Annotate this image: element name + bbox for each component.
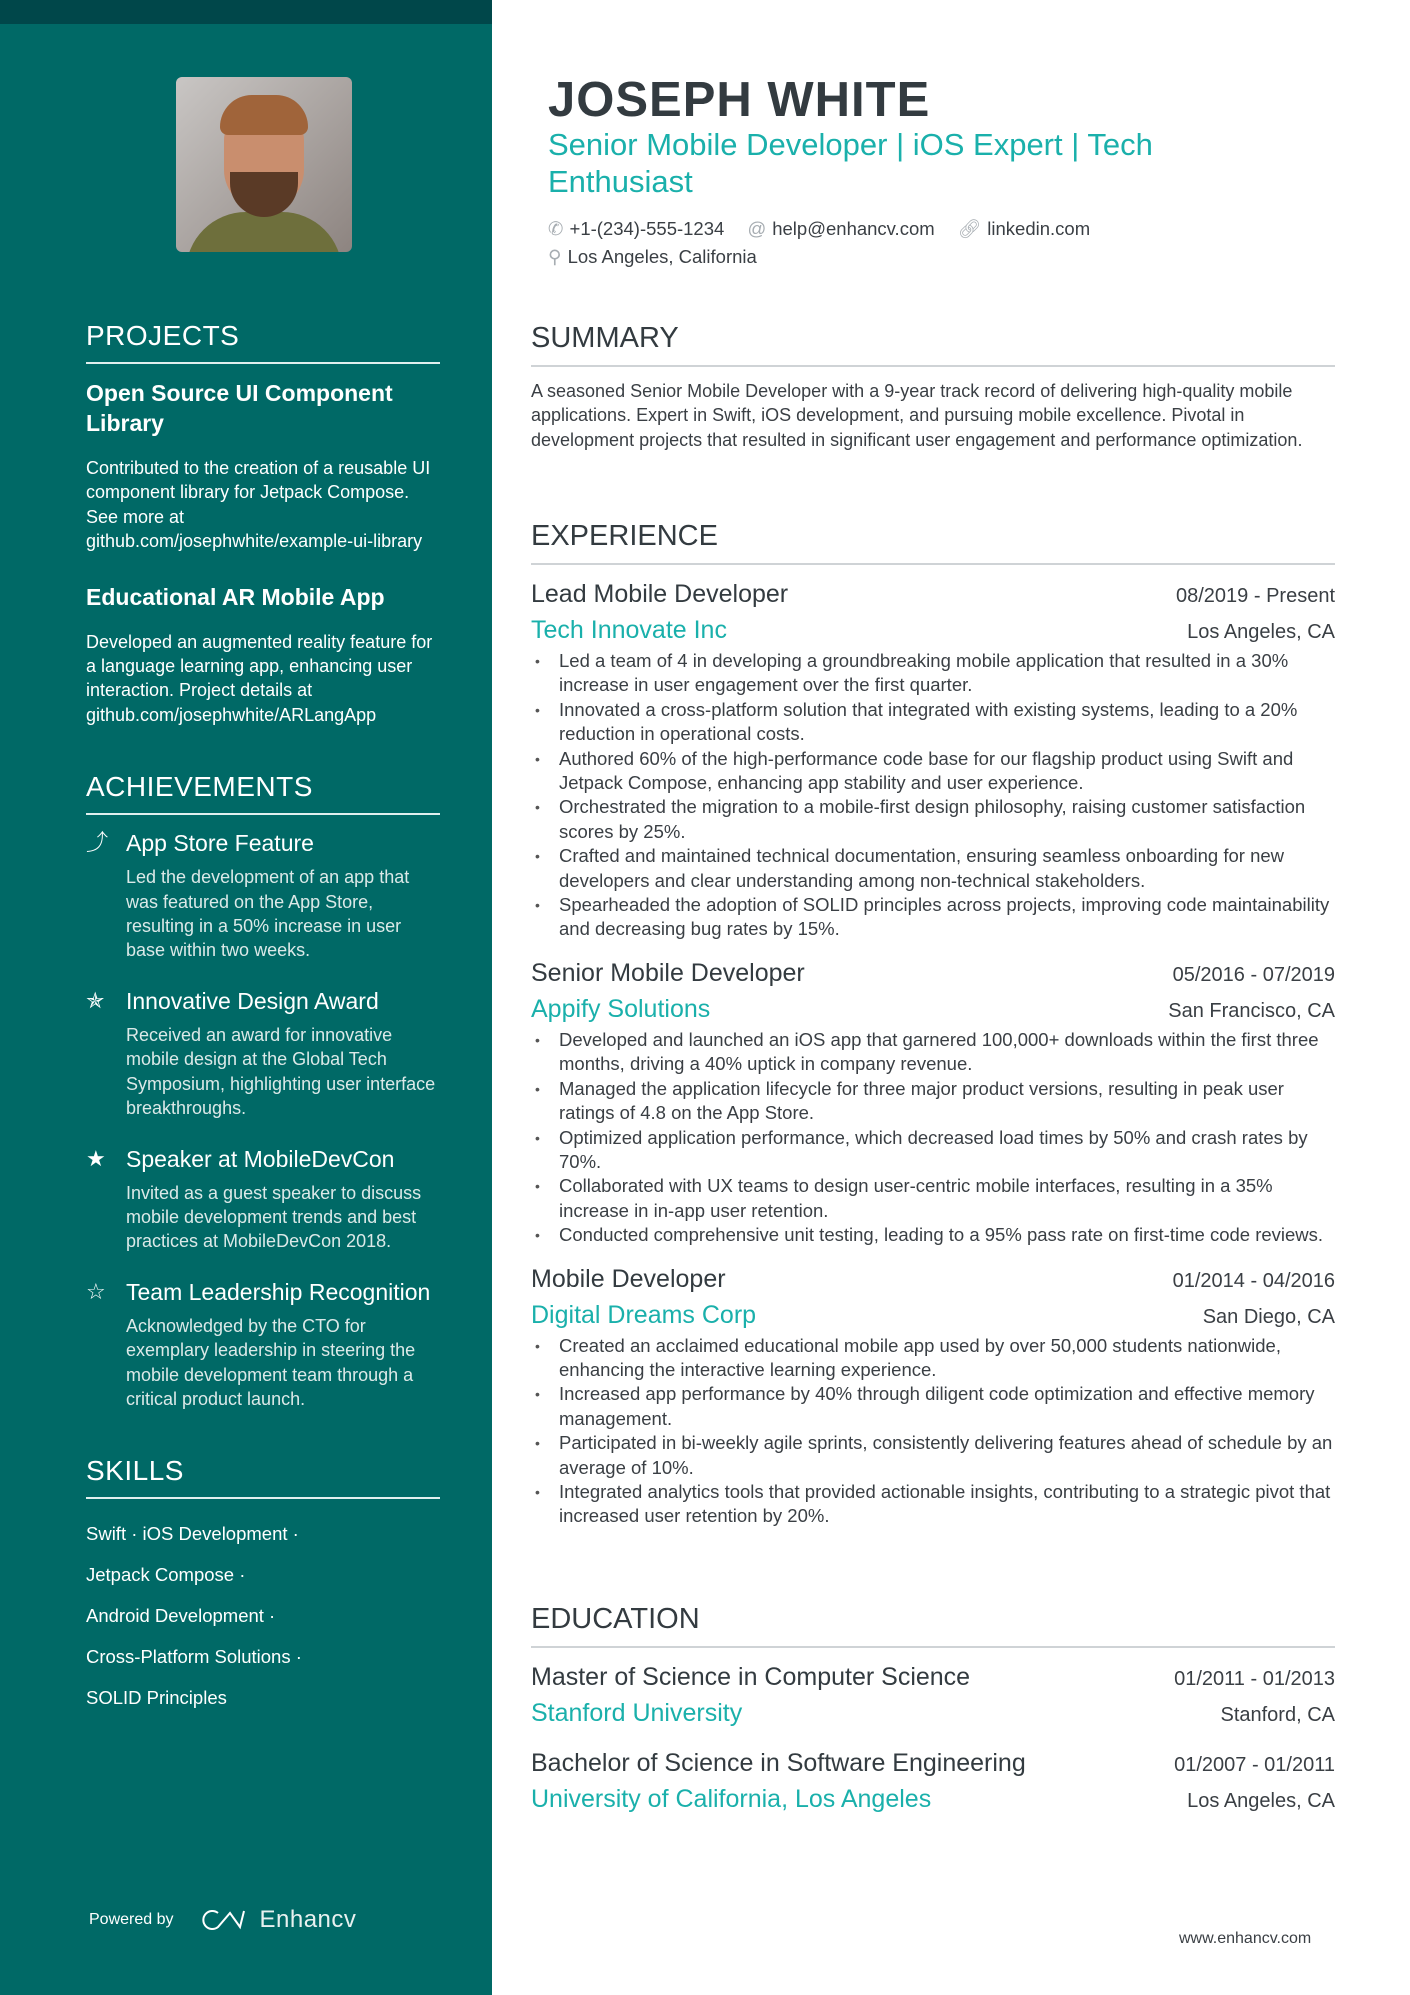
bullet-item: • Integrated analytics tools that provided actionable insights, contributing to a strategic pivot that increased user retention by 20%. [531,1480,1335,1529]
experience-section [531,520,1335,1543]
company-name: Tech Innovate Inc [531,616,727,644]
edu-dates: 01/2007 - 01/2011 [1174,1754,1335,1776]
project-title: Educational AR Mobile App [86,583,385,610]
bullet-item: • Spearheaded the adoption of SOLID principles across projects, improving code maintainability and decreasing bug rates by 15%. [531,893,1335,942]
degree: Bachelor of Science in Software Engineering [531,1749,1026,1777]
email-contact[interactable] [747,218,934,239]
job-entry [531,956,1335,1248]
strategy-icon: ⤴ [86,830,109,856]
achievement-desc: Led the development of an app that was featured on the App Store, resulting in a 50% increase in user base within two weeks. [126,867,410,961]
summary-text: A seasoned Senior Mobile Developer with a 9-year track record of delivering high-quality mobile applications. Expert in Swift, iOS development, and pursuing mobile excellence. Pivotal in development projects that resulted in significant user engagement and performance optimization. [531,381,1303,450]
achievement-title: App Store Feature [126,830,314,857]
achievement-title: Team Leadership Recognition [126,1278,431,1305]
degree: Master of Science in Computer Science [531,1663,971,1691]
profile-photo [176,77,352,252]
achievement-item [86,987,440,1121]
education-entry [531,1660,1335,1732]
sidebar [0,0,492,1995]
project-title: Open Source UI Component Library [86,380,393,436]
skills-heading: SKILLS [86,1455,440,1499]
education-entry [531,1746,1335,1818]
bullet-item: • Increased app performance by 40% through diligent code optimization and effective memory management. [531,1382,1335,1431]
experience-heading: EXPERIENCE [531,520,1335,565]
at-icon: @ [747,218,767,239]
achievement-item [86,1145,440,1254]
edu-location: Stanford, CA [1220,1704,1335,1726]
achievement-title: Innovative Design Award [126,987,379,1014]
achievement-item [86,829,440,963]
contact-info [548,215,1108,271]
job-title: Mobile Developer [531,1264,726,1293]
achievement-desc: Received an award for innovative mobile design at the Global Tech Symposium, highlighting user interface breakthroughs. [126,1024,436,1119]
location-pin-icon: ⚲ [548,246,562,267]
bullet-item: • Managed the application lifecycle for three major product versions, resulting in peak user ratings of 4.8 on the App Store. [531,1077,1335,1126]
skill-item: Cross-Platform Solutions · [86,1646,302,1668]
enhancv-logo[interactable] [200,1906,357,1934]
powered-by [89,1906,356,1934]
bullet-item: • Collaborated with UX teams to design user-centric mobile interfaces, resulting in a 35% increase in in-app user retention. [531,1174,1335,1223]
email-text: help@enhancv.com [772,218,935,239]
link-text: linkedin.com [987,218,1091,239]
enhancv-logo-icon [200,1907,246,1933]
school-name: University of California, Los Angeles [531,1785,932,1813]
skill-item: SOLID Principles [86,1687,227,1709]
bullet-item: • Conducted comprehensive unit testing, leading to a 95% pass rate on first-time code reviews. [531,1223,1335,1247]
bullet-item: • Participated in bi-weekly agile sprints, consistently delivering features ahead of schedule by an average of 10%. [531,1431,1335,1480]
job-dates: 08/2019 - Present [1176,585,1335,607]
summary-section [531,322,1335,452]
link-icon: 🔗︎ [957,218,982,239]
achievement-title: Speaker at MobileDevCon [126,1145,395,1172]
bullet-item: • Led a team of 4 in developing a groundbreaking mobile application that resulted in a 30% increase in user engagement over the first quarter. [531,649,1335,698]
job-bullets [531,1334,1335,1529]
edu-location: Los Angeles, CA [1187,1790,1335,1812]
company-name: Digital Dreams Corp [531,1300,757,1329]
skill-item: Jetpack Compose · [86,1564,246,1586]
job-location: San Diego, CA [1202,1305,1335,1328]
bullet-item: • Created an acclaimed educational mobile app used by over 50,000 students nationwide, enhancing the interactive learning experience. [531,1334,1335,1383]
achievement-item [86,1278,440,1412]
project-desc: Contributed to the creation of a reusable UI component library for Jetpack Compose. See more at github.com/josephwhite/example-ui-library [86,458,431,552]
school-name: Stanford University [531,1699,743,1727]
bullet-item: • Optimized application performance, which decreased load times by 50% and crash rates by 70%. [531,1126,1335,1175]
summary-heading: SUMMARY [531,322,1335,367]
education-heading: EDUCATION [531,1603,1335,1648]
project-item [86,378,440,554]
footer-url[interactable]: www.enhancv.com [1179,1930,1312,1947]
company-name: Appify Solutions [531,994,711,1023]
phone-icon: ✆ [548,218,564,239]
skill-item: Swift · iOS Development · [86,1523,299,1545]
job-location: Los Angeles, CA [1187,621,1335,643]
achievements-heading: ACHIEVEMENTS [86,771,440,815]
location-text: Los Angeles, California [567,246,757,267]
bullet-item: • Developed and launched an iOS app that garnered 100,000+ downloads within the first three months, driving a 40% uptick in company revenue. [531,1028,1335,1077]
powered-by-label: Powered by [89,1911,174,1928]
job-entry [531,1262,1335,1529]
phone-text: +1-(234)-555-1234 [569,218,725,239]
education-section [531,1603,1335,1832]
top-band [0,0,492,24]
job-bullets [531,649,1335,942]
job-title: Lead Mobile Developer [531,580,789,608]
brand-name: Enhancv [259,1906,357,1933]
bullet-item: • Innovated a cross-platform solution that integrated with existing systems, leading to a 20% reduction in operational costs. [531,698,1335,747]
job-title: Senior Mobile Developer [531,958,805,987]
achievement-desc: Invited as a guest speaker to discuss mobile development trends and best practices at MobileDevCon 2018. [126,1182,422,1252]
edu-dates: 01/2011 - 01/2013 [1174,1668,1335,1690]
project-desc: Developed an augmented reality feature for a language learning app, enhancing user interaction. Project details at github.com/josephwhite/ARLangApp [86,631,433,725]
star-outline-icon: ☆ [86,1278,106,1304]
skill-item: Android Development · [86,1605,276,1627]
job-location: San Francisco, CA [1168,999,1335,1022]
candidate-name: JOSEPH WHITE [548,73,931,127]
bullet-item: • Crafted and maintained technical documentation, ensuring seamless onboarding for new developers and clear understanding among non-technical stakeholders. [531,844,1335,893]
job-dates: 05/2016 - 07/2019 [1172,963,1335,986]
job-bullets [531,1028,1335,1248]
achievement-desc: Acknowledged by the CTO for exemplary leadership in steering the mobile development team through a critical product launch. [126,1315,416,1409]
candidate-title: Senior Mobile Developer | iOS Expert | Tech Enthusiast [548,127,1153,199]
job-entry [531,577,1335,942]
star-icon: ★ [86,1145,106,1171]
project-item [86,582,440,728]
bullet-item: • Authored 60% of the high-performance code base for our flagship product using Swift and Jetpack Compose, enhancing app stability and user experience. [531,747,1335,796]
projects-heading: PROJECTS [86,320,440,364]
bullet-item: • Orchestrated the migration to a mobile-first design philosophy, raising customer satisfaction scores by 25%. [531,795,1335,844]
link-contact[interactable] [958,218,1090,239]
phone-contact[interactable] [548,218,724,239]
half-star-icon: ✯ [86,987,105,1013]
job-dates: 01/2014 - 04/2016 [1172,1269,1335,1292]
